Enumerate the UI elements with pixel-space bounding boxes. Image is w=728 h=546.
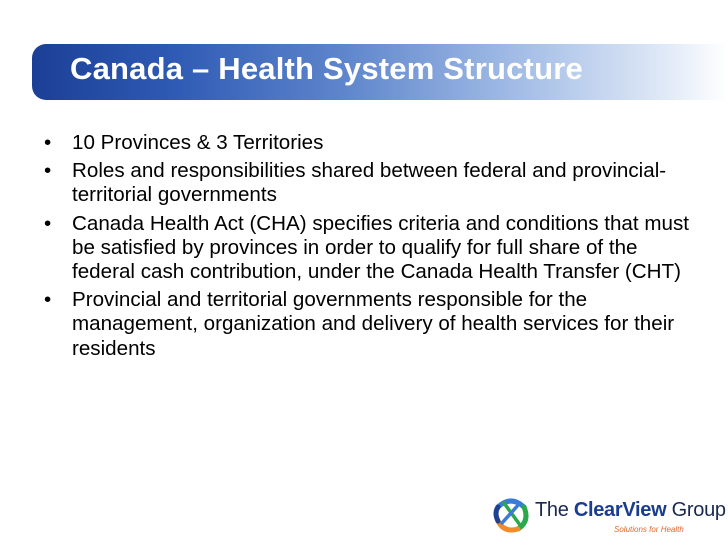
logo-wordmark	[535, 499, 726, 522]
clearview-knot-logo-icon	[490, 493, 532, 535]
bullet-marker: •	[44, 131, 52, 154]
bullet-text: Provincial and territorial governments responsible for the management, organization and delivery of health services for their residents	[72, 288, 675, 360]
bullet-text: Canada Health Act (CHA) specifies criteria and conditions that must be satisfied by provinces in order to qualify for full share of the federal cash contribution, under the Canada Health Transfer (CHT)	[72, 211, 689, 284]
bullet-marker: •	[44, 288, 52, 312]
logo-suffix: Group	[666, 499, 726, 521]
logo-brand: ClearView	[573, 499, 667, 521]
bullet-marker: •	[44, 211, 52, 235]
logo-prefix: The	[535, 499, 574, 521]
bullet-text: Roles and responsibilities shared between federal and provincial-territorial governments	[72, 159, 667, 207]
bullet-marker: •	[44, 159, 52, 183]
bullet-item	[44, 131, 700, 155]
logo-tagline: Solutions for Health	[614, 525, 684, 534]
company-logo	[490, 493, 726, 539]
bullet-text: 10 Provinces & 3 Territories	[72, 131, 324, 154]
bullet-item	[44, 212, 700, 285]
bullet-list	[44, 131, 700, 365]
bullet-item	[44, 159, 700, 207]
slide-title: Canada – Health System Structure	[70, 51, 583, 86]
bullet-item	[44, 288, 700, 361]
title-bar	[32, 44, 728, 100]
